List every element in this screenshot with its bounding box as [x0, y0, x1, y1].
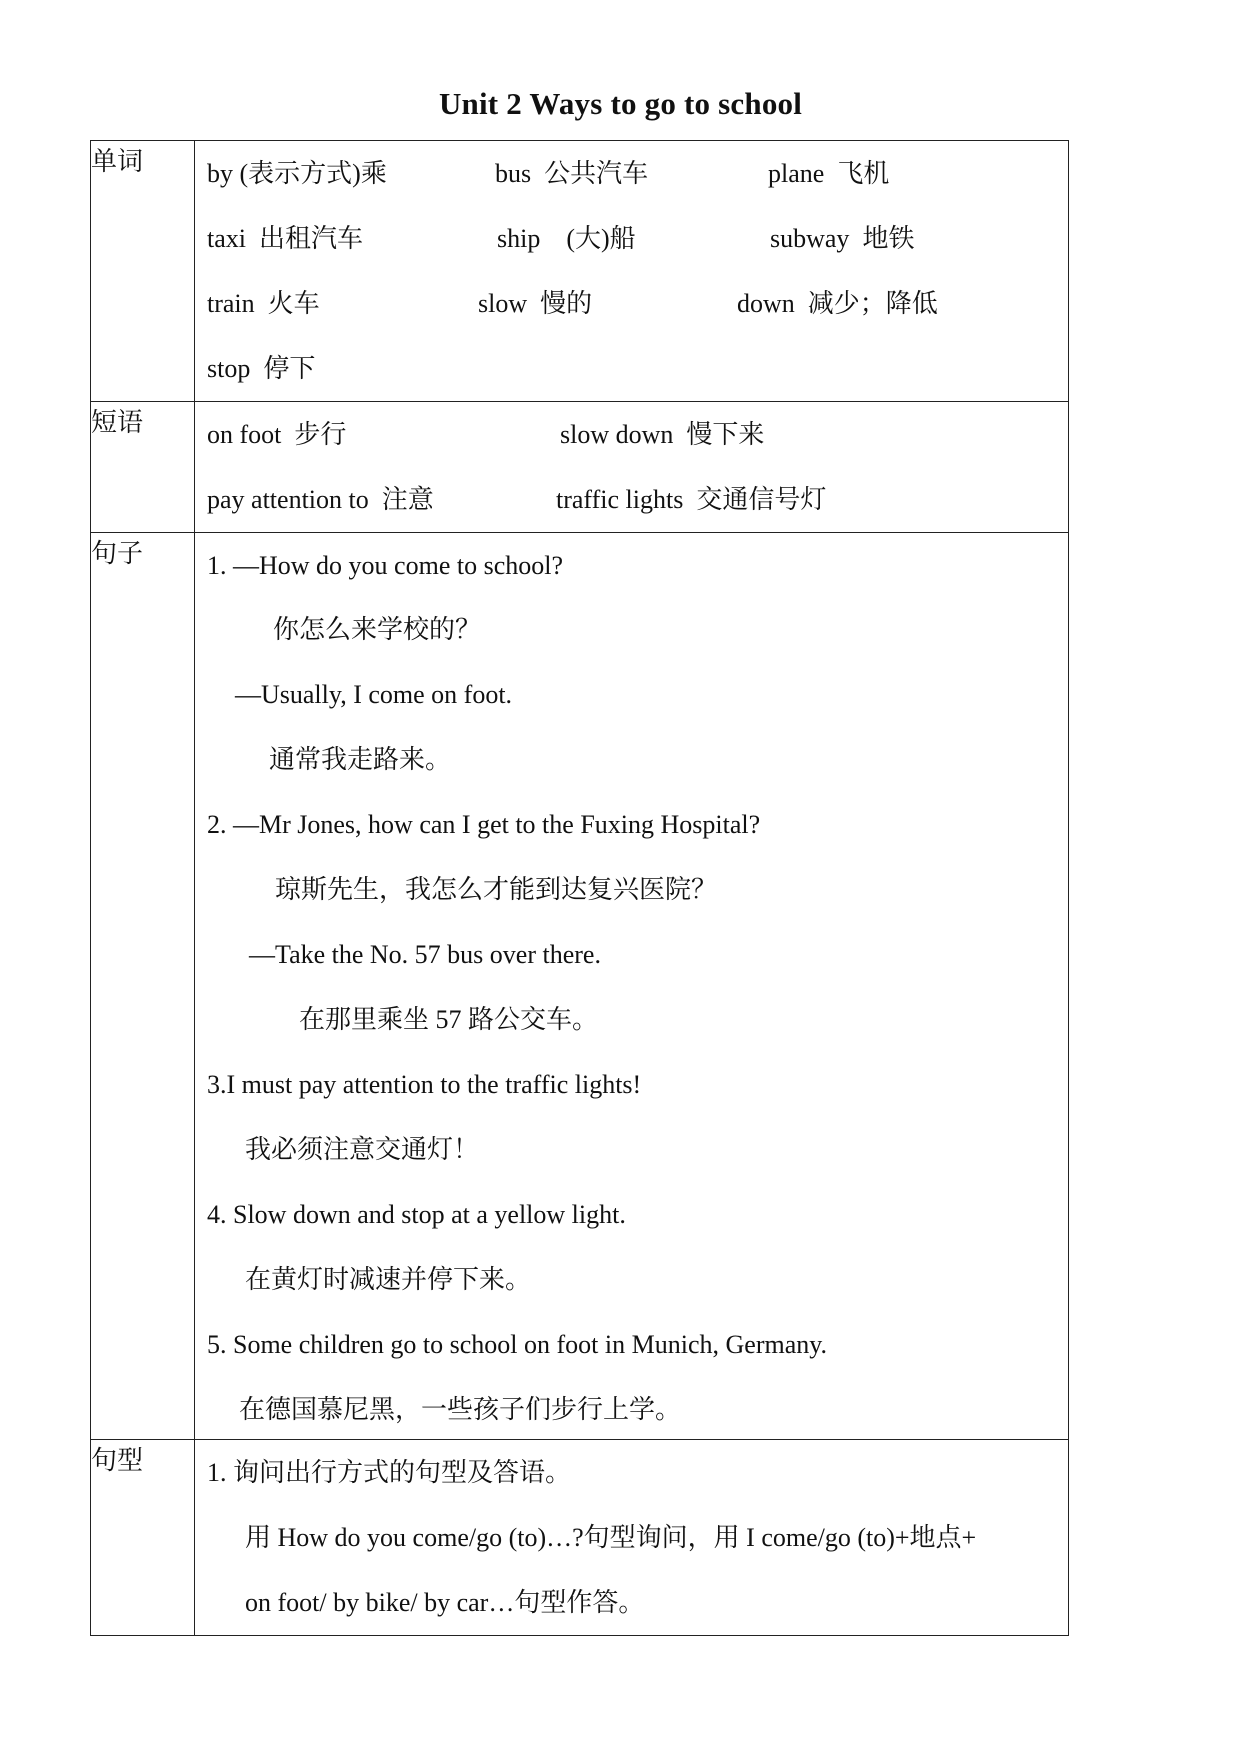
sentence-line: 2. —Mr Jones, how can I get to the Fuxing Hospital? [207, 810, 761, 839]
word-bus: bus 公共汽车 [495, 159, 649, 188]
phrase-traffic-lights: traffic lights 交通信号灯 [556, 485, 827, 514]
phrases-row [91, 402, 1069, 533]
sentence-line: 在黄灯时减速并停下来。 [245, 1265, 532, 1294]
patterns-label: 句型 [91, 1440, 195, 1636]
patterns-content [195, 1440, 1069, 1636]
word-by: by (表示方式)乘 [207, 159, 387, 188]
sentence-line: 5. Some children go to school on foot in Munich, Germany. [207, 1330, 828, 1359]
word-plane: plane 飞机 [768, 159, 890, 188]
sentence-line: 通常我走路来。 [269, 745, 452, 774]
word-ship: ship (大)船 [497, 224, 636, 253]
sentence-line: 我必须注意交通灯！ [245, 1135, 480, 1164]
phrase-slow-down: slow down 慢下来 [560, 420, 765, 449]
word-down: down 减少；降低 [737, 289, 938, 318]
phrases-content [195, 402, 1069, 533]
sentence-line: —Usually, I come on foot. [235, 680, 513, 709]
phrase-on-foot: on foot 步行 [207, 420, 347, 449]
words-row [91, 141, 1069, 402]
words-content [195, 141, 1069, 402]
patterns-row [91, 1440, 1069, 1636]
sentence-line: 4. Slow down and stop at a yellow light. [207, 1200, 626, 1229]
document-title: Unit 2 Ways to go to school [438, 86, 803, 121]
phrase-pay-attention: pay attention to 注意 [207, 485, 434, 514]
word-stop: stop 停下 [207, 354, 316, 383]
sentence-line: —Take the No. 57 bus over there. [249, 940, 601, 969]
sentences-content [195, 533, 1069, 1440]
sentence-line: 3.I must pay attention to the traffic lights! [207, 1070, 642, 1099]
sentences-row [91, 533, 1069, 1440]
word-train: train 火车 [207, 289, 320, 318]
sentence-line: 在那里乘坐 57 路公交车。 [299, 1005, 599, 1034]
sentences-label: 句子 [91, 533, 195, 1440]
sentence-line: 在德国慕尼黑，一些孩子们步行上学。 [239, 1395, 682, 1424]
pattern-line: 用 How do you come/go (to)…?句型询问，用 I come/go (to)+地点+ [245, 1523, 977, 1552]
sentence-line: 你怎么来学校的？ [273, 615, 482, 644]
word-slow: slow 慢的 [478, 289, 593, 318]
word-subway: subway 地铁 [770, 224, 915, 253]
sentence-line: 琼斯先生，我怎么才能到达复兴医院？ [275, 875, 718, 904]
word-taxi: taxi 出租汽车 [207, 224, 364, 253]
words-label: 单词 [91, 141, 195, 402]
phrases-label: 短语 [91, 402, 195, 533]
vocabulary-table [90, 140, 1069, 1636]
sentence-line: 1. —How do you come to school? [207, 551, 564, 580]
pattern-line: 1. 询问出行方式的句型及答语。 [207, 1458, 572, 1487]
pattern-line: on foot/ by bike/ by car…句型作答。 [245, 1588, 645, 1617]
